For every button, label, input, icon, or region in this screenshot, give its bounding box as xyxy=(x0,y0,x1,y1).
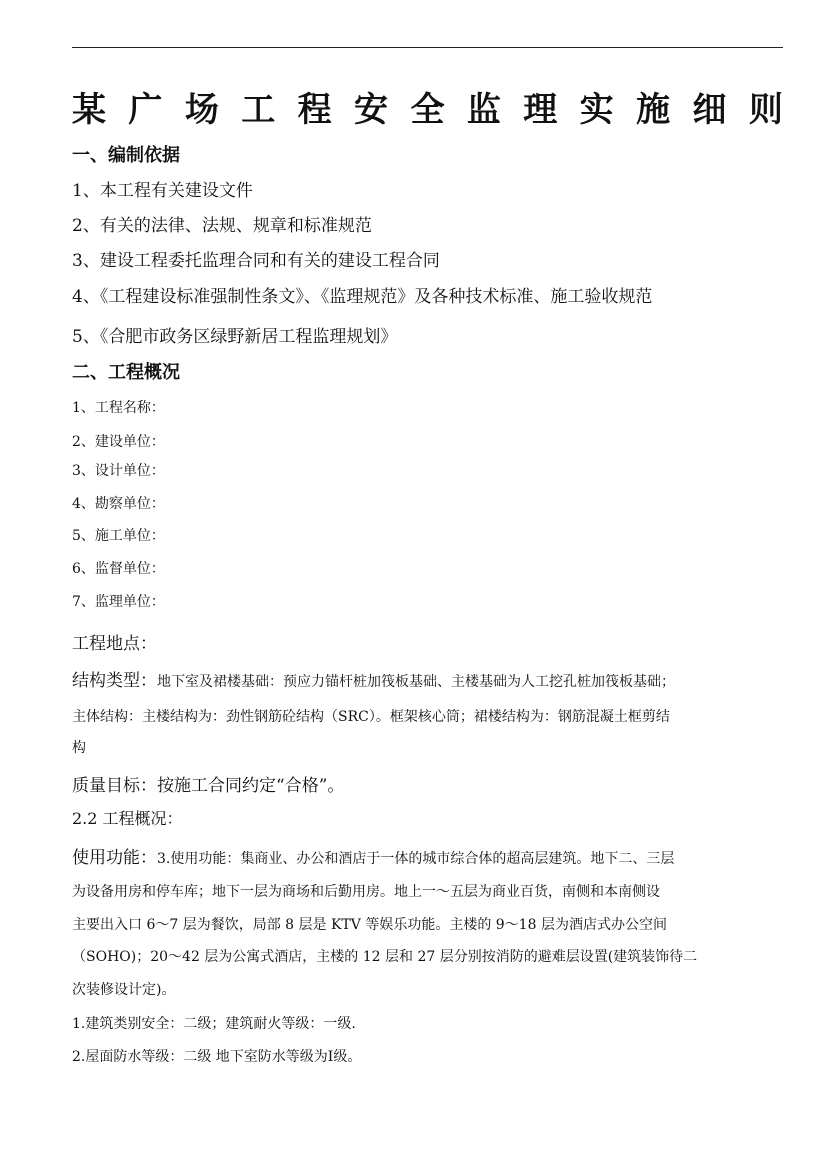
usage-line xyxy=(72,843,674,868)
title-char: 理 xyxy=(523,89,558,130)
project-location: 工程地点： xyxy=(72,634,157,654)
title-char: 工 xyxy=(241,89,276,130)
title-char: 全 xyxy=(410,89,445,130)
document-title xyxy=(72,82,783,130)
structure-type-text: 地下室及裙楼基础：预应力锚杆桩加筏板基础、主楼基础为人工挖孔桩加筏板基础； xyxy=(157,674,675,690)
usage-text: 3.使用功能：集商业、办公和酒店于一体的城市综合体的超高层建筑。地下二、三层 xyxy=(157,851,675,867)
waterproof-note: 2.屋面防水等级：二级 地下室防水等级为Ⅰ级。 xyxy=(72,1049,362,1065)
usage-text-line: 为设备用房和停车库；地下一层为商场和后勤用房。地上一～五层为商业百货，南侧和本南侧设 xyxy=(72,884,660,900)
basis-item: 1、本工程有关建设文件 xyxy=(72,181,253,201)
building-class-note: 1.建筑类别安全：二级；建筑耐火等级：一级. xyxy=(72,1016,356,1032)
overview-item: 5、施工单位： xyxy=(72,528,165,544)
title-char: 程 xyxy=(297,89,332,130)
title-char: 细 xyxy=(692,89,727,130)
structure-type-label: 结构类型： xyxy=(72,671,157,691)
title-char: 某 xyxy=(72,89,106,130)
usage-text-line: 次装修设计定)。 xyxy=(72,982,176,998)
title-char: 安 xyxy=(354,89,389,130)
overview-item: 4、勘察单位： xyxy=(72,496,165,512)
title-char: 实 xyxy=(579,89,614,130)
basis-item: 2、有关的法律、法规、规章和标准规范 xyxy=(72,216,372,236)
quality-target: 质量目标：按施工合同约定“合格”。 xyxy=(72,776,345,796)
overview-item: 2、建设单位： xyxy=(72,434,165,450)
overview-item: 7、监理单位： xyxy=(72,594,165,610)
usage-text-line: （SOHO)；20～42 层为公寓式酒店，主楼的 12 层和 27 层分别按消防的避难层设置(建筑装饰待二 xyxy=(72,949,698,965)
structure-type-line xyxy=(72,666,675,691)
usage-label: 使用功能： xyxy=(72,848,157,868)
sub-heading-overview: 2.2 工程概况： xyxy=(72,809,183,828)
basis-item: 3、建设工程委托监理合同和有关的建设工程合同 xyxy=(72,251,440,271)
overview-item: 3、设计单位： xyxy=(72,463,165,479)
header-rule xyxy=(72,47,783,48)
section-heading-overview: 二、工程概况 xyxy=(72,362,180,383)
title-char: 广 xyxy=(128,89,163,130)
basis-item: 5、《合肥市政务区绿野新居工程监理规划》 xyxy=(72,327,398,347)
structure-main-text: 主体结构：主楼结构为：劲性钢筋砼结构（SRC）。框架核心筒；裙楼结构为：钢筋混凝土框剪结 xyxy=(72,709,670,725)
usage-text-line: 主要出入口 6～7 层为餐饮，局部 8 层是 KTV 等娱乐功能。主楼的 9～18 层为酒店式办公空间 xyxy=(72,917,667,933)
overview-item: 1、工程名称： xyxy=(72,400,165,416)
overview-item: 6、监督单位： xyxy=(72,561,165,577)
title-char: 场 xyxy=(184,89,219,130)
structure-main-text-cont: 构 xyxy=(72,740,86,756)
title-char: 监 xyxy=(466,89,501,130)
basis-item: 4、《工程建设标准强制性条文》、《监理规范》及各种技术标准、施工验收规范 xyxy=(72,287,653,307)
section-heading-basis: 一、编制依据 xyxy=(72,145,180,166)
title-char: 施 xyxy=(636,89,671,130)
title-char: 则 xyxy=(748,89,783,130)
